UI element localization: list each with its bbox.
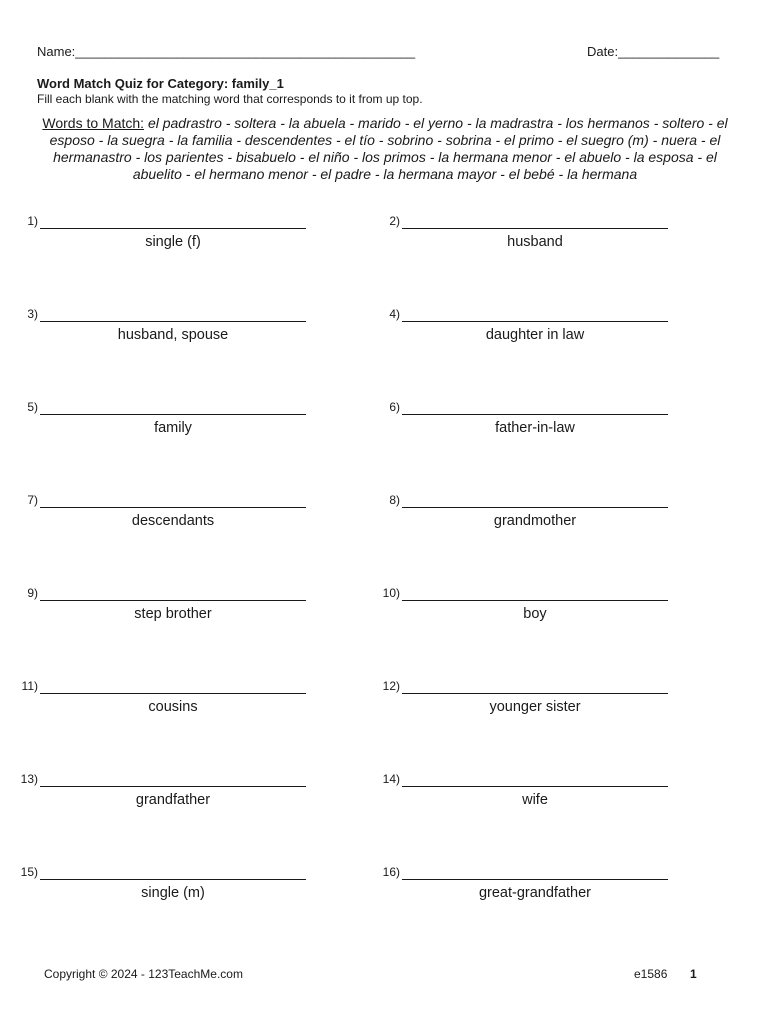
quiz-instructions: Fill each blank with the matching word that corresponds to it from up top. — [37, 92, 423, 106]
question-item — [14, 865, 374, 925]
question-item — [376, 400, 736, 460]
word-bank-label: Words to Match: — [42, 115, 145, 131]
answer-blank[interactable] — [402, 600, 668, 601]
answer-blank[interactable] — [402, 321, 668, 322]
answer-blank[interactable] — [40, 786, 306, 787]
answer-blank[interactable] — [402, 693, 668, 694]
question-number: 3) — [27, 307, 38, 321]
question-clue: husband — [507, 234, 563, 250]
question-clue: descendants — [131, 513, 215, 529]
page-number: 1 — [690, 967, 697, 981]
answer-blank[interactable] — [402, 228, 668, 229]
question-item — [14, 493, 374, 553]
question-item — [376, 679, 736, 739]
question-clue: single (m) — [141, 885, 205, 901]
question-number: 5) — [27, 400, 38, 414]
question-clue: daughter in law — [485, 327, 585, 343]
question-number: 16) — [382, 865, 400, 879]
question-clue: father-in-law — [495, 420, 575, 436]
question-number: 13) — [20, 772, 38, 786]
question-number: 6) — [389, 400, 400, 414]
name-field: Name:_______________________________________________ — [37, 44, 416, 59]
answer-blank[interactable] — [40, 600, 306, 601]
question-clue: wife — [522, 792, 548, 808]
question-number: 4) — [389, 307, 400, 321]
word-bank — [40, 115, 730, 183]
answer-blank[interactable] — [40, 228, 306, 229]
question-number: 12) — [382, 679, 400, 693]
answer-blank[interactable] — [40, 693, 306, 694]
question-item — [376, 865, 736, 925]
question-clue: younger sister — [489, 699, 581, 715]
question-clue: single (f) — [145, 234, 201, 250]
date-field: Date:______________ — [587, 44, 720, 59]
answer-blank[interactable] — [40, 879, 306, 880]
question-item — [376, 307, 736, 367]
question-item — [14, 400, 374, 460]
question-number: 2) — [389, 214, 400, 228]
question-number: 11) — [21, 679, 38, 693]
question-item — [14, 307, 374, 367]
question-item — [14, 214, 374, 274]
footer-copyright: Copyright © 2024 - 123TeachMe.com — [44, 967, 243, 981]
answer-blank[interactable] — [402, 879, 668, 880]
question-item — [376, 772, 736, 832]
question-clue: husband, spouse — [117, 327, 229, 343]
question-item — [14, 586, 374, 646]
question-number: 7) — [27, 493, 38, 507]
question-item — [376, 214, 736, 274]
question-clue: great-grandfather — [478, 885, 592, 901]
question-clue: grandmother — [493, 513, 577, 529]
answer-blank[interactable] — [402, 786, 668, 787]
word-bank-list: el padrastro - soltera - la abuela - marido - el yerno - la madrastra - los hermanos - soltero - el esposo - la suegra - la familia - descendentes - el tío - sobrino - sobrina - el primo - el suegro (m) - nuera - el hermanastro - los parientes - bisabuelo - el niño - los primos - la hermana menor - el abuelo - la esposa - el abuelito - el hermano menor - el padre - la hermana mayor - el bebé - la hermana — [49, 115, 728, 182]
question-clue: step brother — [134, 606, 212, 622]
question-number: 14) — [382, 772, 400, 786]
answer-blank[interactable] — [40, 507, 306, 508]
question-clue: boy — [523, 606, 547, 622]
question-item — [376, 586, 736, 646]
answer-blank[interactable] — [402, 414, 668, 415]
footer-code: e1586 — [634, 967, 668, 981]
question-item — [376, 493, 736, 553]
question-number: 15) — [20, 865, 38, 879]
quiz-title: Word Match Quiz for Category: family_1 — [37, 76, 284, 91]
question-number: 8) — [389, 493, 400, 507]
question-item — [14, 679, 374, 739]
question-number: 9) — [27, 586, 38, 600]
question-clue: cousins — [148, 699, 198, 715]
question-clue: family — [154, 420, 192, 436]
answer-blank[interactable] — [402, 507, 668, 508]
question-number: 10) — [382, 586, 400, 600]
answer-blank[interactable] — [40, 321, 306, 322]
question-clue: grandfather — [135, 792, 211, 808]
question-item — [14, 772, 374, 832]
question-number: 1) — [27, 214, 38, 228]
answer-blank[interactable] — [40, 414, 306, 415]
